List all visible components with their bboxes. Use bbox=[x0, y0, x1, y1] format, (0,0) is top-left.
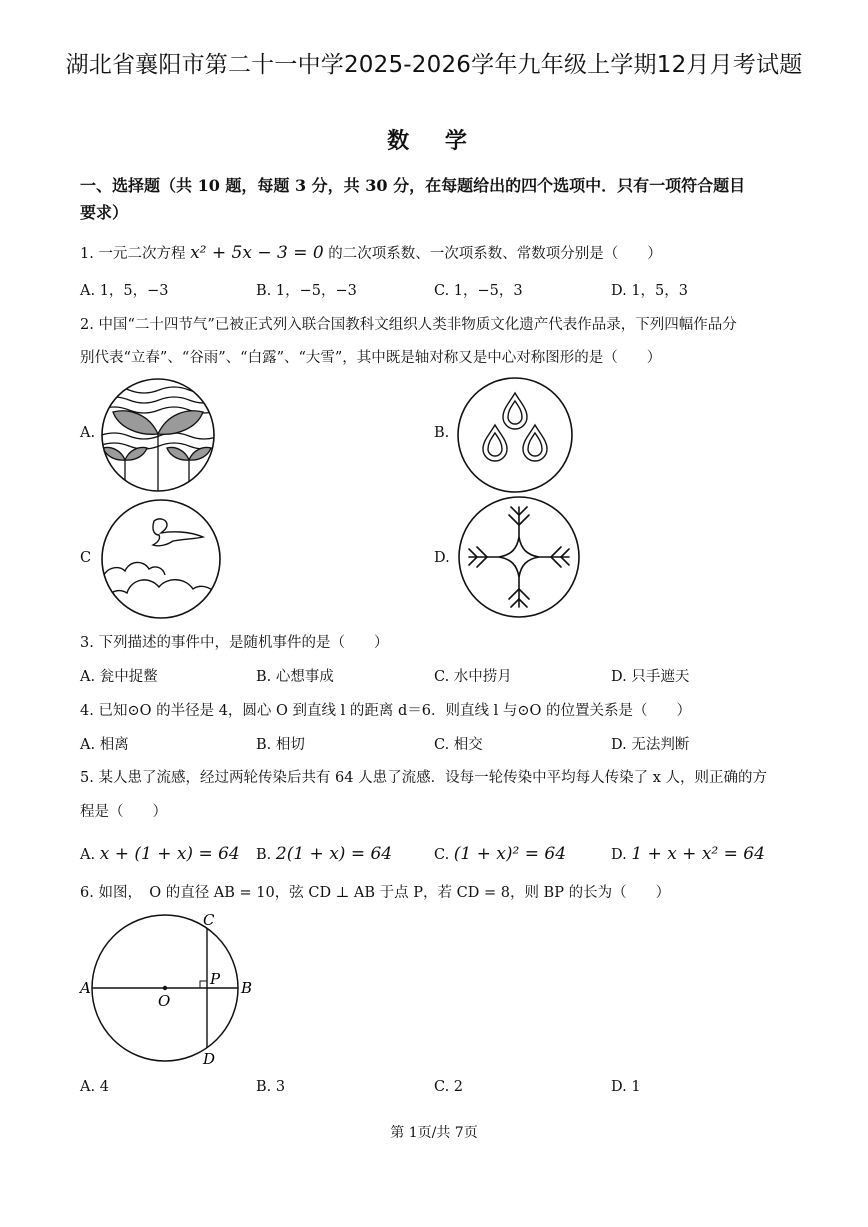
question-1-stem bbox=[80, 242, 662, 265]
page-footer: 第 1页/共 7页 bbox=[390, 1125, 478, 1141]
q3-option-a[interactable]: A. 瓮中捉鳖 bbox=[80, 669, 158, 685]
question-2-line2: 别代表“立春”、“谷雨”、“白露”、“大雪”，其中既是轴对称又是中心对称图形的是（ ） bbox=[80, 350, 662, 366]
q6-option-b[interactable]: B. 3 bbox=[256, 1079, 286, 1095]
q3-option-d[interactable]: D. 只手遮天 bbox=[611, 669, 690, 685]
q1-prefix: 1. 一元二次方程 bbox=[80, 246, 186, 262]
page-title: 湖北省襄阳市第二十一中学2025-2026学年九年级上学期12月月考试题 bbox=[65, 52, 803, 78]
q6-option-a[interactable]: A. 4 bbox=[80, 1079, 109, 1095]
q6-label-b: B bbox=[241, 979, 253, 997]
q6-label-d: D bbox=[203, 1050, 216, 1068]
q6-circle-diagram bbox=[76, 908, 266, 1068]
section-heading-line1: 一、选择题（共 10 题，每题 3 分，共 30 分，在每题给出的四个选项中．只有一项符合题目 bbox=[80, 176, 746, 195]
q1-equation: x² + 5x − 3 = 0 bbox=[190, 243, 324, 263]
q4-option-d[interactable]: D. 无法判断 bbox=[611, 737, 690, 753]
q6-label-o: O bbox=[158, 992, 171, 1010]
q1-option-d[interactable]: D. 1，5，3 bbox=[611, 283, 689, 299]
q2-option-c-label[interactable]: C bbox=[80, 550, 92, 566]
question-4-stem: 4. 已知⊙O 的半径是 4，圆心 O 到直线 l 的距离 d＝6．则直线 l 与⊙O 的位置关系是（ ） bbox=[80, 703, 692, 719]
q4-option-b[interactable]: B. 相切 bbox=[256, 737, 305, 753]
q5-option-c[interactable] bbox=[434, 843, 566, 866]
q1-option-c[interactable]: C. 1，−5，3 bbox=[434, 283, 523, 299]
q6-label-p: P bbox=[210, 970, 221, 988]
q5-option-d-label: D. bbox=[611, 847, 627, 863]
q2-figure-d-snowflake-icon bbox=[455, 493, 583, 621]
section-heading-line2: 要求） bbox=[80, 203, 129, 222]
q5-option-c-formula: (1 + x)² = 64 bbox=[453, 844, 567, 864]
q1-option-b[interactable]: B. 1，−5，−3 bbox=[256, 283, 357, 299]
q1-option-a[interactable]: A. 1，5，−3 bbox=[80, 283, 169, 299]
question-2-line1: 2. 中国“二十四节气”已被正式列入联合国教科文组织人类非物质文化遗产代表作品录，下列四幅作品分 bbox=[80, 317, 737, 333]
q5-option-b-formula: 2(1 + x) = 64 bbox=[275, 844, 393, 864]
question-6-stem: 6. 如图， O 的直径 AB = 10，弦 CD ⊥ AB 于点 P，若 CD = 8，则 BP 的长为（ ） bbox=[80, 885, 671, 901]
q5-option-b[interactable] bbox=[256, 843, 392, 866]
q2-option-a-label[interactable]: A. bbox=[80, 425, 96, 441]
q5-option-a[interactable] bbox=[80, 843, 240, 866]
q5-option-d[interactable] bbox=[611, 843, 765, 866]
q2-option-b-label[interactable]: B. bbox=[434, 425, 450, 441]
q2-figure-b-raindrop-icon bbox=[455, 375, 575, 495]
q6-center-dot bbox=[163, 986, 167, 990]
q4-option-a[interactable]: A. 相离 bbox=[80, 737, 129, 753]
q6-label-c: C bbox=[203, 911, 215, 929]
q2-figure-c-bird-cloud-icon bbox=[99, 497, 223, 621]
q5-option-c-label: C. bbox=[434, 847, 450, 863]
q6-option-d[interactable]: D. 1 bbox=[611, 1079, 641, 1095]
question-3-stem: 3. 下列描述的事件中，是随机事件的是（ ） bbox=[80, 635, 389, 651]
question-5-line2: 程是（ ） bbox=[80, 804, 167, 820]
question-5-line1: 5. 某人患了流感，经过两轮传染后共有 64 人患了流感．设每一轮传染中平均每人传染了 x 人，则正确的方 bbox=[80, 770, 768, 786]
q3-option-b[interactable]: B. 心想事成 bbox=[256, 669, 334, 685]
q5-option-b-label: B. bbox=[256, 847, 272, 863]
q5-option-a-formula: x + (1 + x) = 64 bbox=[99, 844, 240, 864]
q6-right-angle-mark bbox=[200, 981, 207, 988]
q5-option-a-label: A. bbox=[80, 847, 96, 863]
q4-option-c[interactable]: C. 相交 bbox=[434, 737, 483, 753]
q1-suffix: 的二次项系数、一次项系数、常数项分别是（ ） bbox=[328, 246, 662, 262]
q6-label-a: A bbox=[80, 979, 91, 997]
q5-option-d-formula: 1 + x + x² = 64 bbox=[631, 844, 765, 864]
q6-option-c[interactable]: C. 2 bbox=[434, 1079, 464, 1095]
subject-heading: 数 学 bbox=[387, 128, 481, 154]
q2-option-d-label[interactable]: D. bbox=[434, 550, 450, 566]
q2-figure-a-sprout-icon bbox=[99, 376, 217, 494]
q3-option-c[interactable]: C. 水中捞月 bbox=[434, 669, 512, 685]
